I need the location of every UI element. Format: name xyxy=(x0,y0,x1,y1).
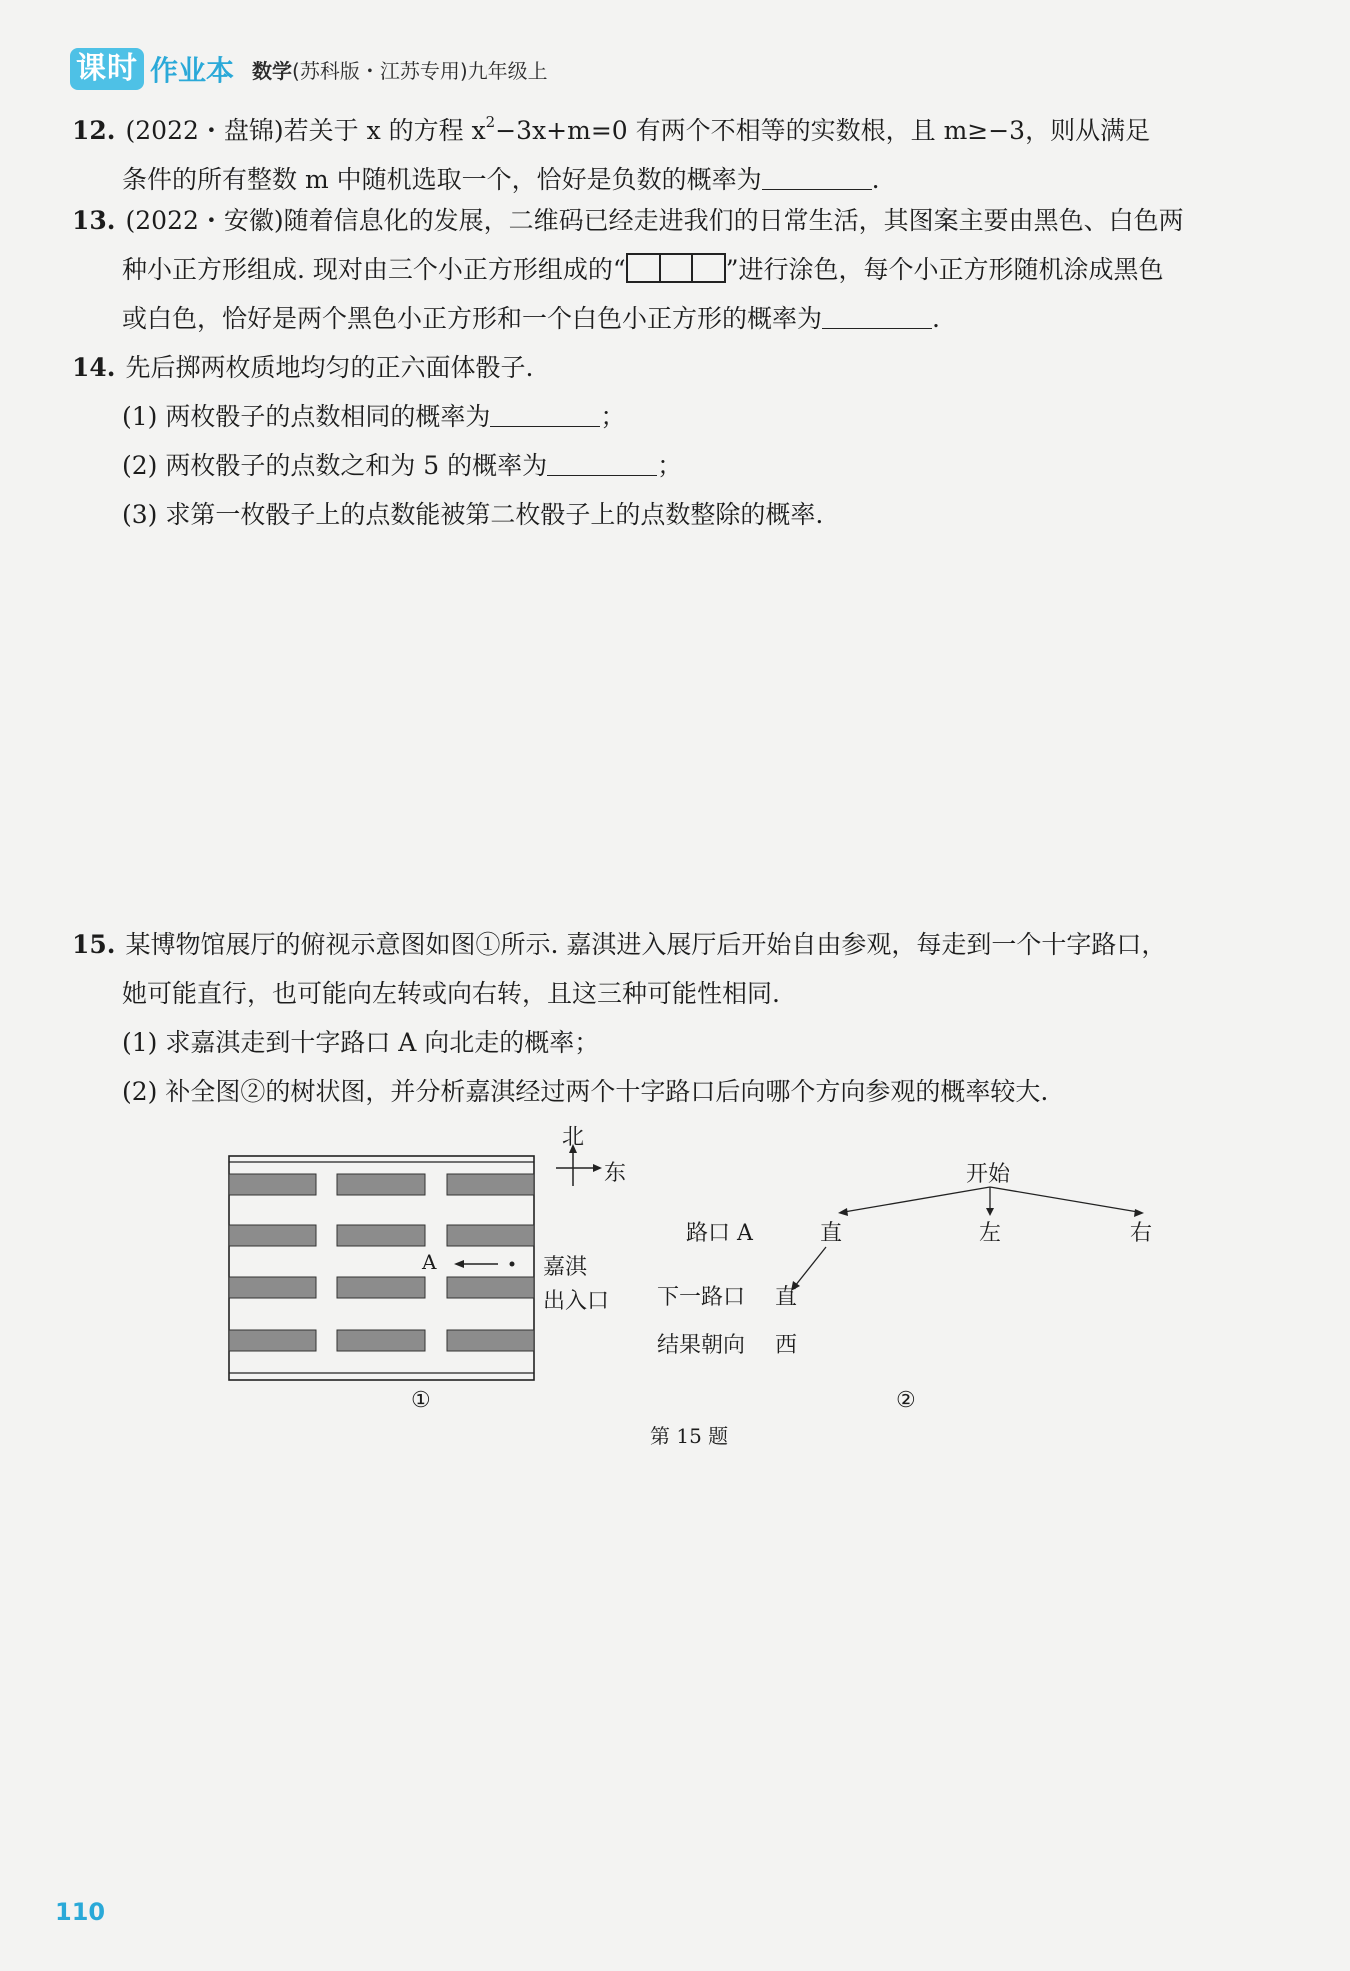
q15-part-1 xyxy=(72,1018,1272,1067)
q12-period: . xyxy=(871,165,880,194)
q15-part-2 xyxy=(72,1067,1272,1116)
exhibit-block xyxy=(447,1174,534,1195)
start-dot xyxy=(510,1262,515,1267)
question-number: 12. xyxy=(72,116,116,145)
q14-stem-line xyxy=(72,343,1272,392)
subject-label: 数学 xyxy=(252,59,293,83)
q13-text-line2b: ”进行涂色，每个小正方形随机涂成黑色 xyxy=(725,255,1164,284)
q13-text-line2a: 种小正方形组成. 现对由三个小正方形组成的“ xyxy=(122,255,626,284)
q14-part-3 xyxy=(72,490,1272,539)
arrow-head-icon xyxy=(454,1260,464,1268)
q12-text-a: (2022・盘锦)若关于 x 的方程 x xyxy=(125,116,486,145)
exhibit-block xyxy=(447,1225,534,1246)
question-15 xyxy=(72,920,1272,1116)
exhibit-block xyxy=(447,1277,534,1298)
brand-title: 作业本 xyxy=(150,54,235,87)
exhibit-block xyxy=(337,1330,425,1351)
answer-blank[interactable] xyxy=(822,298,932,329)
q13-line-3 xyxy=(72,294,1272,343)
q14-part1-end: ； xyxy=(600,402,626,431)
tree-row2-label: 下一路口 xyxy=(657,1285,746,1310)
q15-text-line1: 某博物馆展厅的俯视示意图如图①所示. 嘉淇进入展厅后开始自由参观，每走到一个十字路口， xyxy=(125,930,1167,959)
book-subtitle xyxy=(252,52,548,90)
exhibit-block xyxy=(337,1277,425,1298)
question-number: 13. xyxy=(72,206,116,235)
question-14 xyxy=(72,343,1272,539)
exhibit-block xyxy=(229,1225,316,1246)
q12-superscript: 2 xyxy=(485,113,496,131)
q12-line-1 xyxy=(72,98,1272,155)
q14-stem: 先后掷两枚质地均匀的正六面体骰子. xyxy=(125,353,534,382)
exhibit-block xyxy=(229,1277,316,1298)
tree-arrow-icon xyxy=(986,1208,994,1216)
answer-blank[interactable] xyxy=(547,445,657,476)
tree-result-west: 西 xyxy=(775,1333,798,1358)
brand-logo: 课时 xyxy=(70,48,144,90)
q13-text-line3: 或白色，恰好是两个黑色小正方形和一个白色小正方形的概率为 xyxy=(122,304,823,333)
exhibit-block xyxy=(229,1174,316,1195)
tree-node-left: 左 xyxy=(979,1221,1002,1246)
tree-node-next-straight: 直 xyxy=(775,1285,798,1310)
q14-part2-end: ； xyxy=(657,451,683,480)
tree-node-right: 右 xyxy=(1130,1221,1153,1246)
exhibit-block xyxy=(229,1330,316,1351)
compass-east-arrow-icon xyxy=(593,1164,602,1172)
figure-1-label: ① xyxy=(411,1388,431,1413)
tree-node-straight: 直 xyxy=(820,1221,843,1246)
q13-text-line1: (2022・安徽)随着信息化的发展，二维码已经走进我们的日常生活，其图案主要由黑色、白色两 xyxy=(125,206,1184,235)
figure-2-label: ② xyxy=(896,1388,916,1413)
compass-north-label: 北 xyxy=(562,1125,585,1150)
tree-row1-label: 路口 A xyxy=(686,1221,753,1246)
compass-east-label: 东 xyxy=(604,1161,627,1186)
question-12 xyxy=(72,98,1272,204)
edition-label: (苏科版・江苏专用)九年级上 xyxy=(292,59,548,83)
entrance-label: 出入口 xyxy=(543,1289,610,1314)
point-a-label: A xyxy=(422,1250,437,1274)
question-number: 14. xyxy=(72,353,116,382)
figure-caption: 第 15 题 xyxy=(650,1424,729,1448)
exhibit-block xyxy=(337,1174,425,1195)
museum-floor-plan xyxy=(0,1120,1350,1420)
exhibit-block xyxy=(337,1225,425,1246)
page-header xyxy=(70,46,548,90)
answer-blank[interactable] xyxy=(490,396,600,427)
exhibit-blocks xyxy=(229,1174,534,1351)
tree-branch xyxy=(844,1187,990,1212)
answer-blank[interactable] xyxy=(762,159,872,190)
tree-row3-label: 结果朝向 xyxy=(657,1333,746,1358)
q12-text-line2: 条件的所有整数 m 中随机选取一个，恰好是负数的概率为 xyxy=(122,165,762,194)
page-number: 110 xyxy=(55,1898,106,1926)
q15-text-line2: 她可能直行，也可能向左转或向右转，且这三种可能性相同. xyxy=(122,979,780,1008)
q13-line-2 xyxy=(72,245,1272,294)
q14-part1-text: (1) 两枚骰子的点数相同的概率为 xyxy=(122,402,491,431)
q13-period: . xyxy=(932,304,940,333)
q14-part3-text: (3) 求第一枚骰子上的点数能被第二枚骰子上的点数整除的概率. xyxy=(122,500,824,529)
tree-branch xyxy=(990,1187,1138,1212)
q15-part1-text: (1) 求嘉淇走到十字路口 A 向北走的概率； xyxy=(122,1028,600,1057)
q14-part-1 xyxy=(72,392,1272,441)
question-number: 15. xyxy=(72,930,116,959)
q14-part-2 xyxy=(72,441,1272,490)
three-squares-icon xyxy=(626,253,726,283)
tree-branch xyxy=(795,1247,826,1286)
q15-part2-text: (2) 补全图②的树状图，并分析嘉淇经过两个十字路口后向哪个方向参观的概率较大. xyxy=(122,1077,1049,1106)
question-13 xyxy=(72,196,1272,343)
q13-line-1 xyxy=(72,196,1272,245)
person-label: 嘉淇 xyxy=(543,1255,588,1280)
tree-arrow-icon xyxy=(838,1208,848,1216)
figure-15 xyxy=(0,1120,1350,1460)
q15-line-1 xyxy=(72,920,1272,969)
tree-start-node: 开始 xyxy=(966,1162,1011,1187)
q12-text-b: −3x+m=0 有两个不相等的实数根，且 m≥−3，则从满足 xyxy=(495,116,1151,145)
q14-part2-text: (2) 两枚骰子的点数之和为 5 的概率为 xyxy=(122,451,548,480)
q15-line-2 xyxy=(72,969,1272,1018)
exhibit-block xyxy=(447,1330,534,1351)
